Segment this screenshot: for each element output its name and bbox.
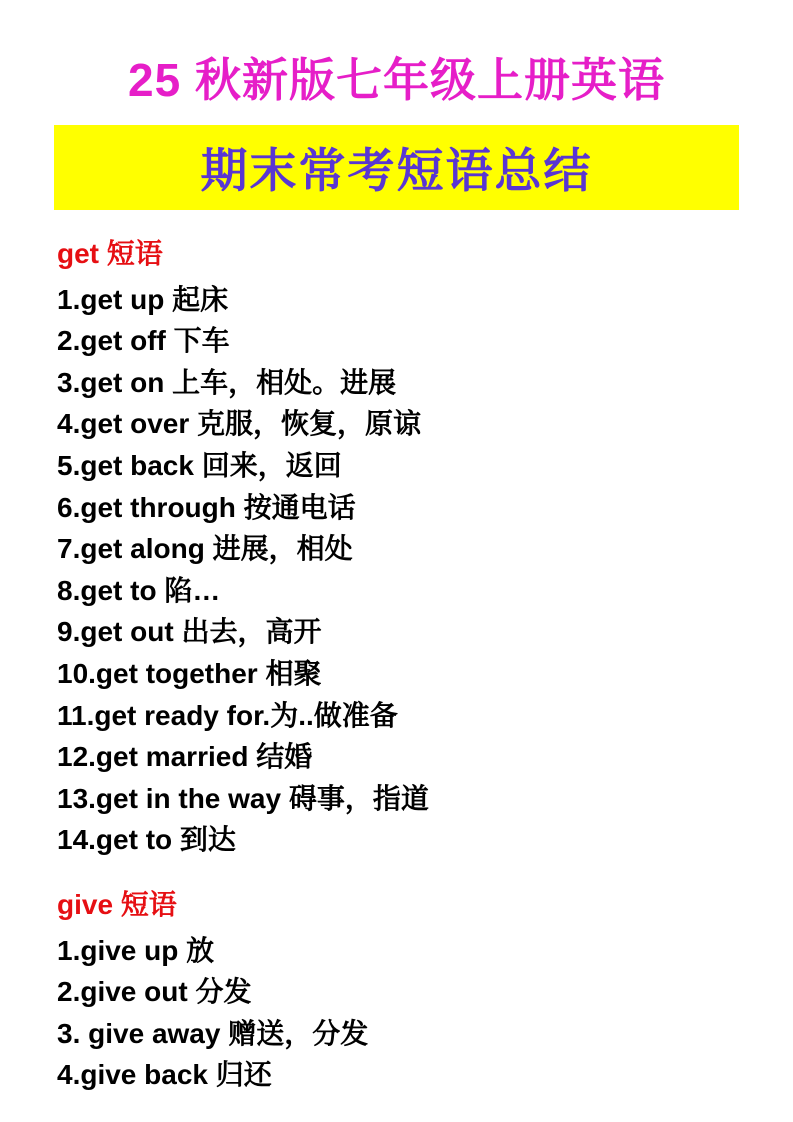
phrase-content xyxy=(0,210,793,1096)
banner xyxy=(54,125,739,210)
phrase-item: 2.get off 下车 xyxy=(57,325,230,357)
page-title: 25 秋新版七年级上册英语 xyxy=(128,54,665,106)
phrase-item: 4.give back 归还 xyxy=(57,1059,272,1091)
section-heading-get: get 短语 xyxy=(57,238,163,269)
phrase-item: 2.give out 分发 xyxy=(57,976,252,1008)
banner-title: 期末常考短语总结 xyxy=(200,144,593,197)
phrase-item: 3. give away 赠送，分发 xyxy=(57,1017,369,1049)
phrase-item: 12.get married 结婚 xyxy=(57,741,313,773)
phrase-list-give xyxy=(57,930,753,1096)
phrase-item: 13.get in the way 碍事，指道 xyxy=(57,782,429,814)
phrase-item: 4.get over 克服，恢复，原谅 xyxy=(57,408,422,440)
section-get xyxy=(57,233,753,861)
phrase-item: 5.get back 回来，返回 xyxy=(57,449,342,481)
phrase-item: 14.get to 到达 xyxy=(57,824,236,856)
section-heading-give: give 短语 xyxy=(57,888,177,920)
phrase-item: 10.get together 相聚 xyxy=(57,657,322,689)
phrase-item: 1.get up 起床 xyxy=(57,283,229,315)
phrase-item: 8.get to 陷… xyxy=(57,574,221,606)
phrase-item: 3.get on 上车，相处。进展 xyxy=(57,366,397,398)
phrase-item: 6.get through 按通电话 xyxy=(57,491,356,523)
phrase-item: 11.get ready for.为..做准备 xyxy=(57,699,398,731)
phrase-list-get xyxy=(57,279,753,861)
section-give xyxy=(57,884,753,1096)
phrase-item: 7.get along 进展，相处 xyxy=(57,533,353,565)
phrase-item: 9.get out 出去，高开 xyxy=(57,616,322,648)
phrase-item: 1.give up 放 xyxy=(57,934,215,966)
